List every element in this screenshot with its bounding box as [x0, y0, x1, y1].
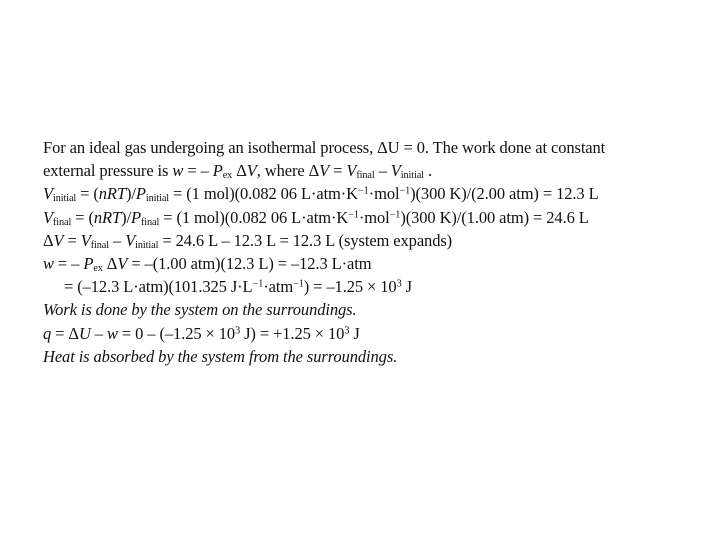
line-work-value: w = – $P_{ex}$ ΔV = –(1.00 atm)(12.3 L) = –12.3 L·atm — [43, 253, 372, 274]
line-v-final: $V_{final} = (nRT)/P_{final} = (1$ mol)(0.082 06 $L\cdot atm\cdot K^{-1}\cdot mol^{-1})(300$ K)/(1.00 atm) = 24.6 L — [43, 207, 589, 228]
line-heat-value: $q = \Delta U - w = 0 - (-1.25 \times 10^3$ $J) = +1.25 \times 10^3$ J — [43, 323, 360, 343]
line-heat-statement: Heat is absorbed by the system from the surroundings. — [43, 346, 398, 366]
line-work-statement: Work is done by the system on the surroundings. — [43, 300, 357, 320]
line-work-definition: external pressure is w = – $P_{ex}$ ΔV, where $\Delta V = V_{final} - V_{initial}$ . — [43, 161, 432, 182]
thermo-solution-text — [43, 136, 693, 368]
line-delta-v: $\Delta V = V_{final} - V_{initial} = 24.6$ L – 12.3 L = 12.3 L (system expands) — [43, 230, 453, 251]
line-v-initial: $V_{initial} = (nRT)/P_{initial} = (1$ mol)(0.082 06 $L\cdot atm\cdot K^{-1}\cdot mol^{-1})(300$ K)/(2.00 atm) = 12.3 L — [43, 184, 599, 205]
line-work-joules: = (–12.3 L·atm)(101.325 $J\cdot L^{-1}\cdot atm^{-1}) = -1.25 \times 10^3$ J — [64, 277, 412, 297]
line-intro: For an ideal gas undergoing an isothermal process, ΔU = 0. The work done at constant — [43, 138, 606, 157]
